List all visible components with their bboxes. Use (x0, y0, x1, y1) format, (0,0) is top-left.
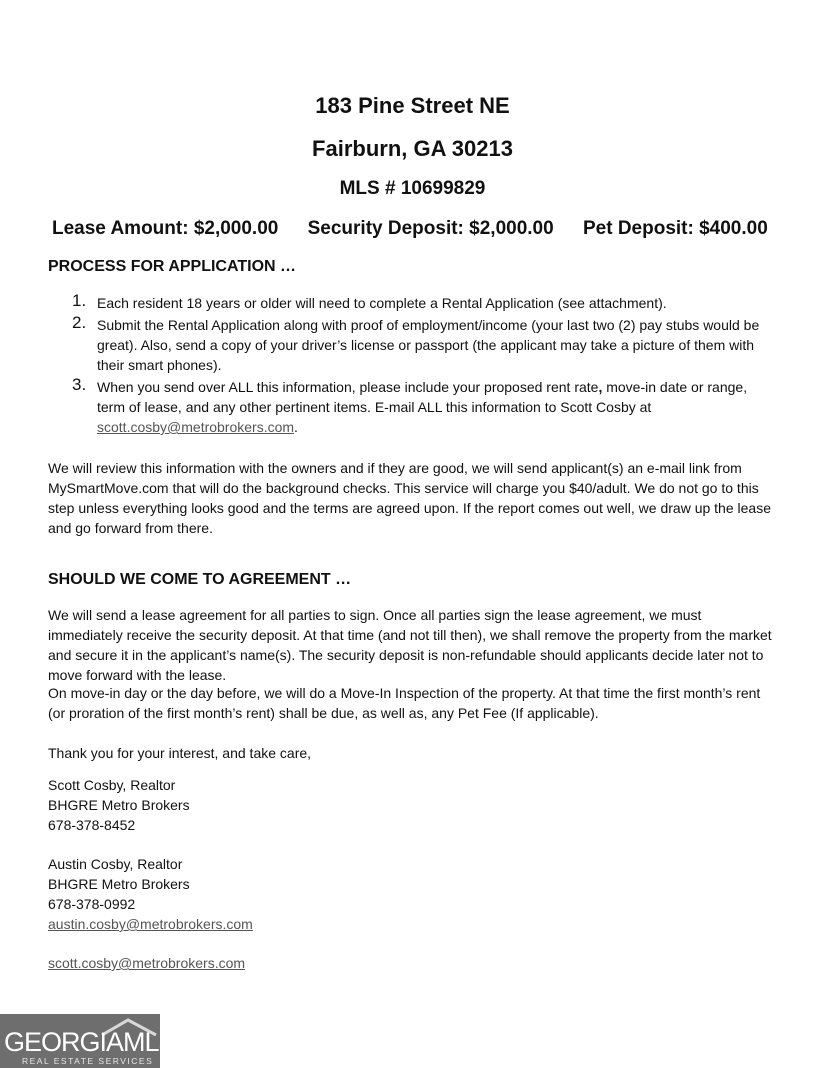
list-text: When you send over ALL this information, please include your proposed rent rate (97, 379, 599, 395)
scott-email-link[interactable]: scott.cosby@metrobrokers.com (97, 419, 295, 435)
list-text: Submit the Rental Application along with proof of employment/income (your last two (2) pay stubs would be great). Also, send a copy of your driver’s license or passport (the applicant may take a picture of them with their smart phones). (97, 317, 760, 373)
list-text: Each resident 18 years or older will need to complete a Rental Application (see attachment). (97, 295, 667, 311)
process-list (70, 293, 760, 439)
list-text: move-in date or range, term of lease, and any other pertinent items. E-mail ALL this information to Scott Cosby at (97, 379, 748, 415)
list-number: 3. (72, 375, 87, 394)
list-number: 2. (72, 313, 87, 332)
security-deposit: Security Deposit: $2,000.00 (307, 218, 554, 239)
address-line-2: Fairburn, GA 30213 (312, 136, 513, 161)
list-text-comma: , (598, 379, 603, 395)
address-line-1: 183 Pine Street NE (315, 93, 510, 118)
process-heading: PROCESS FOR APPLICATION … (48, 258, 297, 275)
bottom-email-link[interactable]: scott.cosby@metrobrokers.com (48, 955, 246, 971)
list-item (70, 315, 760, 375)
logo-subtitle: REAL ESTATE SERVICES (22, 1056, 154, 1066)
logo-wordmark: GEORGIAMLS (4, 1027, 176, 1057)
lease-amount: Lease Amount: $2,000.00 (52, 218, 279, 239)
list-item (70, 377, 760, 437)
austin-email-link[interactable]: austin.cosby@metrobrokers.com (48, 916, 253, 932)
contact-phone: 678-378-8452 (48, 817, 136, 833)
contact-company: BHGRE Metro Brokers (48, 797, 190, 813)
closing-line: Thank you for your interest, and take care, (48, 745, 312, 761)
list-number: 1. (72, 291, 87, 310)
contact-company: BHGRE Metro Brokers (48, 876, 190, 892)
georgia-mls-logo (0, 1014, 176, 1068)
contact-name: Austin Cosby, Realtor (48, 856, 183, 872)
contact-name: Scott Cosby, Realtor (48, 777, 176, 793)
agreement-paragraph-2: On move-in day or the day before, we will do a Move-In Inspection of the property. At that time the first month’s rent (or proration of the first month’s rent) shall be due, as well as, any Pet Fee (If applicable). (48, 685, 761, 721)
list-text-end: . (294, 419, 298, 435)
contact-austin (48, 854, 253, 934)
list-item (70, 293, 760, 313)
agreement-heading: SHOULD WE COME TO AGREEMENT … (48, 571, 352, 588)
pet-deposit: Pet Deposit: $400.00 (582, 218, 768, 239)
mls-number: MLS # 10699829 (339, 178, 486, 199)
contact-scott (48, 775, 190, 835)
amounts-line (52, 218, 792, 240)
agreement-paragraph-1: We will send a lease agreement for all parties to sign. Once all parties sign the lease agreement, we must immediately receive the security deposit. At that time (and not till then), we shall remove the property from the market and secure it in the applicant’s name(s). The security deposit is non-refundable should applicants decide later not to move forward with the lease. (48, 607, 772, 683)
review-paragraph: We will review this information with the owners and if they are good, we will send applicant(s) an e-mail link from MySmartMove.com that will do the background checks. This service will charge you $40/adult. We do not go to this step unless everything looks good and the terms are agreed upon. If the report comes out well, we draw up the lease and go forward from there. (48, 460, 771, 536)
contact-phone: 678-378-0992 (48, 896, 136, 912)
